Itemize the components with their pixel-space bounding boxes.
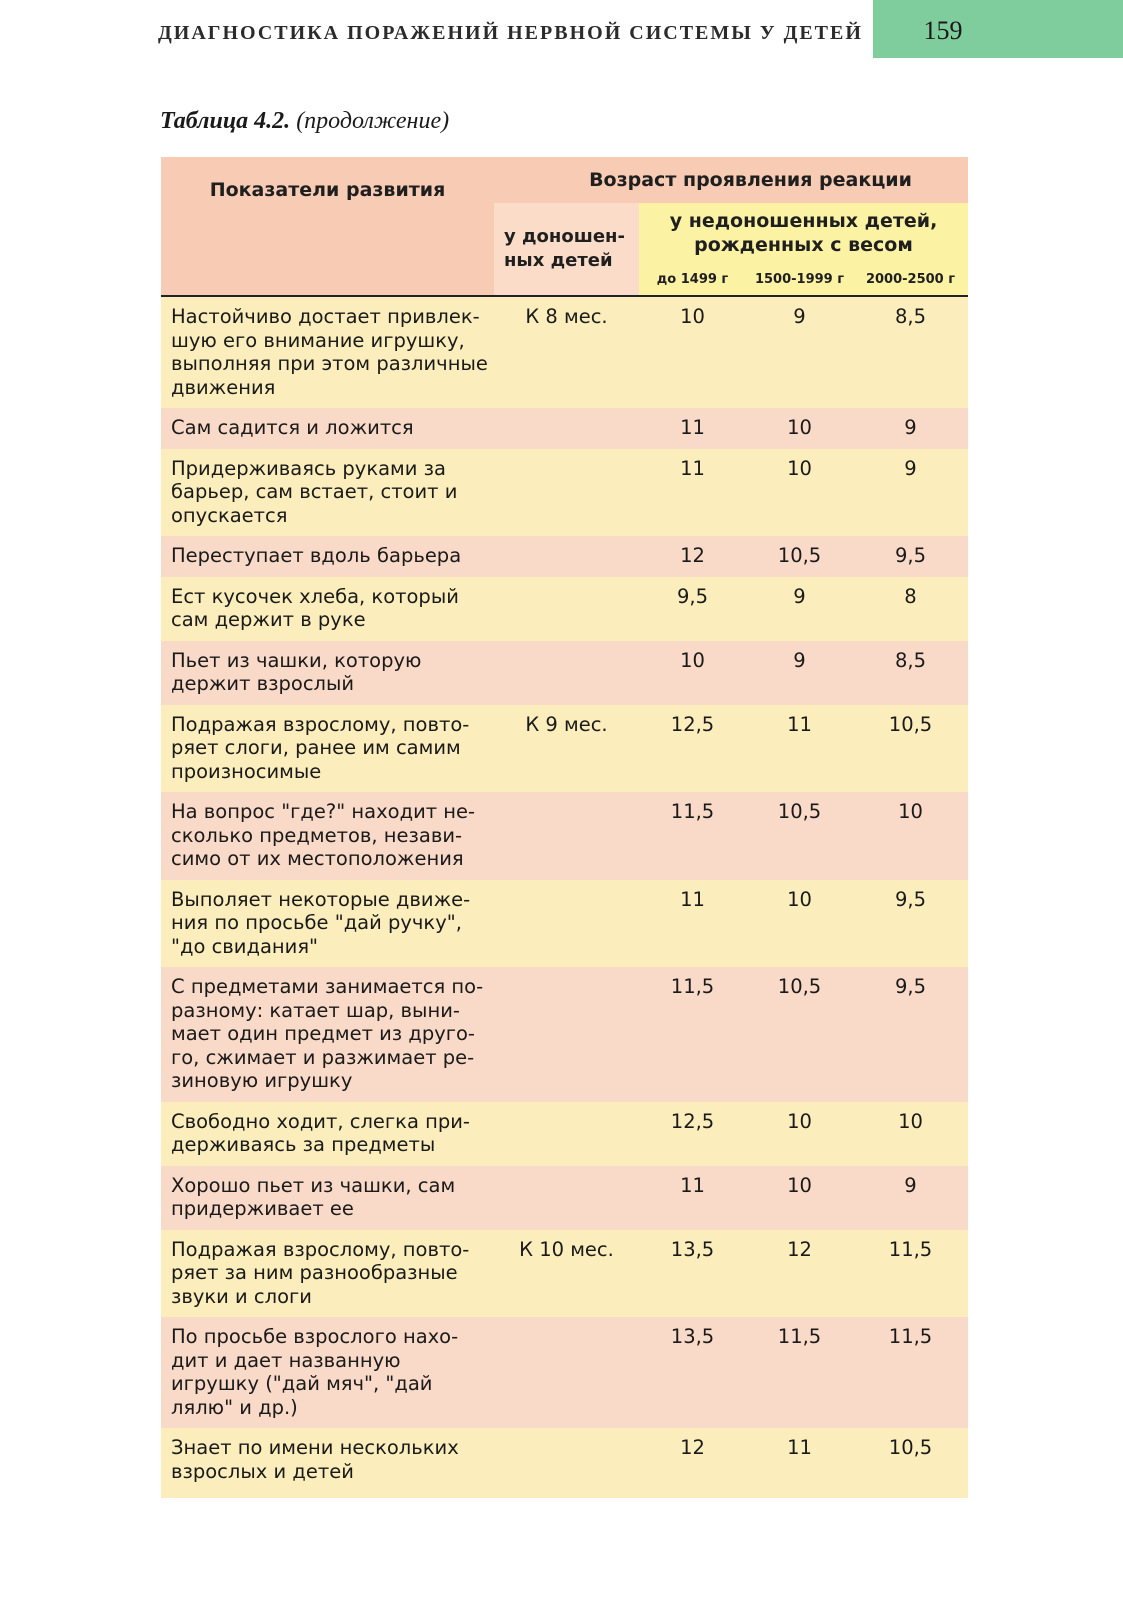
table-header — [161, 157, 968, 296]
cell-weight-1: 11 — [639, 1166, 746, 1230]
cell-weight-3: 11,5 — [853, 1317, 968, 1428]
cell-indicator: Ест кусочек хлеба, который сам держит в руке — [161, 577, 494, 641]
cell-weight-3: 9,5 — [853, 880, 968, 968]
table-bottom-edge — [161, 1492, 968, 1498]
cell-full-term — [494, 577, 639, 641]
cell-weight-3: 8 — [853, 577, 968, 641]
table-row — [161, 536, 968, 577]
cell-full-term — [494, 792, 639, 880]
cell-weight-2: 10,5 — [746, 536, 853, 577]
cell-full-term — [494, 449, 639, 537]
cell-weight-3: 8,5 — [853, 641, 968, 705]
cell-weight-2: 11 — [746, 1428, 853, 1492]
cell-indicator: Хорошо пьет из чашки, сам придерживает ее — [161, 1166, 494, 1230]
table-body — [161, 296, 968, 1492]
cell-weight-3: 8,5 — [853, 296, 968, 408]
cell-full-term: К 9 мес. — [494, 705, 639, 793]
table-row — [161, 296, 968, 408]
cell-weight-1: 12,5 — [639, 1102, 746, 1166]
cell-weight-2: 10 — [746, 1102, 853, 1166]
cell-weight-2: 11 — [746, 705, 853, 793]
cell-weight-3: 11,5 — [853, 1230, 968, 1318]
cell-full-term — [494, 1317, 639, 1428]
cell-weight-1: 13,5 — [639, 1317, 746, 1428]
table-row — [161, 792, 968, 880]
table-row — [161, 1166, 968, 1230]
cell-indicator: На вопрос "где?" находит не-сколько предметов, незави-симо от их местоположения — [161, 792, 494, 880]
cell-weight-1: 11,5 — [639, 967, 746, 1102]
cell-weight-1: 11 — [639, 449, 746, 537]
cell-weight-1: 11 — [639, 880, 746, 968]
cell-full-term — [494, 1428, 639, 1492]
cell-weight-2: 9 — [746, 641, 853, 705]
cell-full-term — [494, 880, 639, 968]
cell-full-term — [494, 1166, 639, 1230]
table-row — [161, 1102, 968, 1166]
header-weight-3: 2000-2500 г — [853, 263, 968, 296]
page-number: 159 — [923, 16, 963, 45]
table-caption — [160, 108, 449, 135]
cell-full-term — [494, 408, 639, 449]
cell-weight-1: 12 — [639, 536, 746, 577]
cell-weight-1: 11 — [639, 408, 746, 449]
cell-indicator: По просьбе взрослого нахо-дит и дает названную игрушку ("дай мяч", "дай лялю" и др.) — [161, 1317, 494, 1428]
header-weight-2: 1500-1999 г — [746, 263, 853, 296]
caption-label: Таблица 4.2. — [160, 108, 291, 134]
cell-indicator: С предметами занимается по-разному: катает шар, выни-мает один предмет из друго-го, сжимает и разжимает ре-зиновую игрушку — [161, 967, 494, 1102]
cell-weight-2: 11,5 — [746, 1317, 853, 1428]
cell-indicator: Пьет из чашки, которую держит взрослый — [161, 641, 494, 705]
cell-weight-3: 9 — [853, 408, 968, 449]
cell-weight-2: 9 — [746, 296, 853, 408]
table-row — [161, 408, 968, 449]
cell-weight-2: 12 — [746, 1230, 853, 1318]
cell-indicator: Подражая взрослому, повто-ряет слоги, ранее им самим произносимые — [161, 705, 494, 793]
cell-weight-3: 9 — [853, 449, 968, 537]
cell-weight-1: 13,5 — [639, 1230, 746, 1318]
cell-weight-3: 10,5 — [853, 705, 968, 793]
table-row — [161, 577, 968, 641]
cell-full-term — [494, 1102, 639, 1166]
cell-weight-1: 10 — [639, 641, 746, 705]
cell-full-term — [494, 967, 639, 1102]
running-title: ДИАГНОСТИКА ПОРАЖЕНИЙ НЕРВНОЙ СИСТЕМЫ У ДЕТЕЙ — [158, 22, 863, 44]
cell-weight-3: 9,5 — [853, 536, 968, 577]
cell-indicator: Свободно ходит, слегка при-держиваясь за предметы — [161, 1102, 494, 1166]
cell-weight-2: 9 — [746, 577, 853, 641]
cell-weight-2: 10 — [746, 1166, 853, 1230]
cell-weight-2: 10 — [746, 880, 853, 968]
cell-weight-3: 9 — [853, 1166, 968, 1230]
table-row — [161, 880, 968, 968]
table-row — [161, 1317, 968, 1428]
table-row — [161, 1428, 968, 1492]
cell-indicator: Подражая взрослому, повто-ряет за ним разнообразные звуки и слоги — [161, 1230, 494, 1318]
cell-weight-3: 10 — [853, 1102, 968, 1166]
cell-weight-2: 10,5 — [746, 792, 853, 880]
header-age-group: Возраст проявления реакции — [494, 157, 968, 203]
cell-weight-1: 12 — [639, 1428, 746, 1492]
cell-weight-1: 12,5 — [639, 705, 746, 793]
table-row — [161, 967, 968, 1102]
table-row — [161, 449, 968, 537]
development-table — [161, 157, 968, 1492]
table-row — [161, 705, 968, 793]
cell-weight-2: 10 — [746, 408, 853, 449]
cell-indicator: Сам садится и ложится — [161, 408, 494, 449]
cell-full-term: К 10 мес. — [494, 1230, 639, 1318]
cell-indicator: Выполяет некоторые движе-ния по просьбе "дай ручку", "до свидания" — [161, 880, 494, 968]
page-number-tab — [873, 0, 1123, 58]
table-row — [161, 641, 968, 705]
cell-weight-3: 10 — [853, 792, 968, 880]
cell-full-term — [494, 536, 639, 577]
header-weight-1: до 1499 г — [639, 263, 746, 296]
header-indicator: Показатели развития — [161, 157, 494, 296]
caption-note: (продолжение) — [296, 108, 450, 134]
cell-weight-2: 10 — [746, 449, 853, 537]
cell-full-term: К 8 мес. — [494, 296, 639, 408]
cell-indicator: Знает по имени нескольких взрослых и детей — [161, 1428, 494, 1492]
cell-full-term — [494, 641, 639, 705]
cell-indicator: Придерживаясь руками за барьер, сам встает, стоит и опускается — [161, 449, 494, 537]
cell-weight-2: 10,5 — [746, 967, 853, 1102]
cell-weight-1: 9,5 — [639, 577, 746, 641]
cell-indicator: Настойчиво достает привлек-шую его внимание игрушку, выполняя при этом различные движения — [161, 296, 494, 408]
header-preterm: у недоношенных детей, рожденных с весом — [639, 203, 968, 263]
cell-weight-1: 10 — [639, 296, 746, 408]
cell-weight-3: 9,5 — [853, 967, 968, 1102]
cell-weight-1: 11,5 — [639, 792, 746, 880]
table-row — [161, 1230, 968, 1318]
header-full-term: у доношен-ных детей — [494, 203, 639, 296]
cell-indicator: Переступает вдоль барьера — [161, 536, 494, 577]
cell-weight-3: 10,5 — [853, 1428, 968, 1492]
